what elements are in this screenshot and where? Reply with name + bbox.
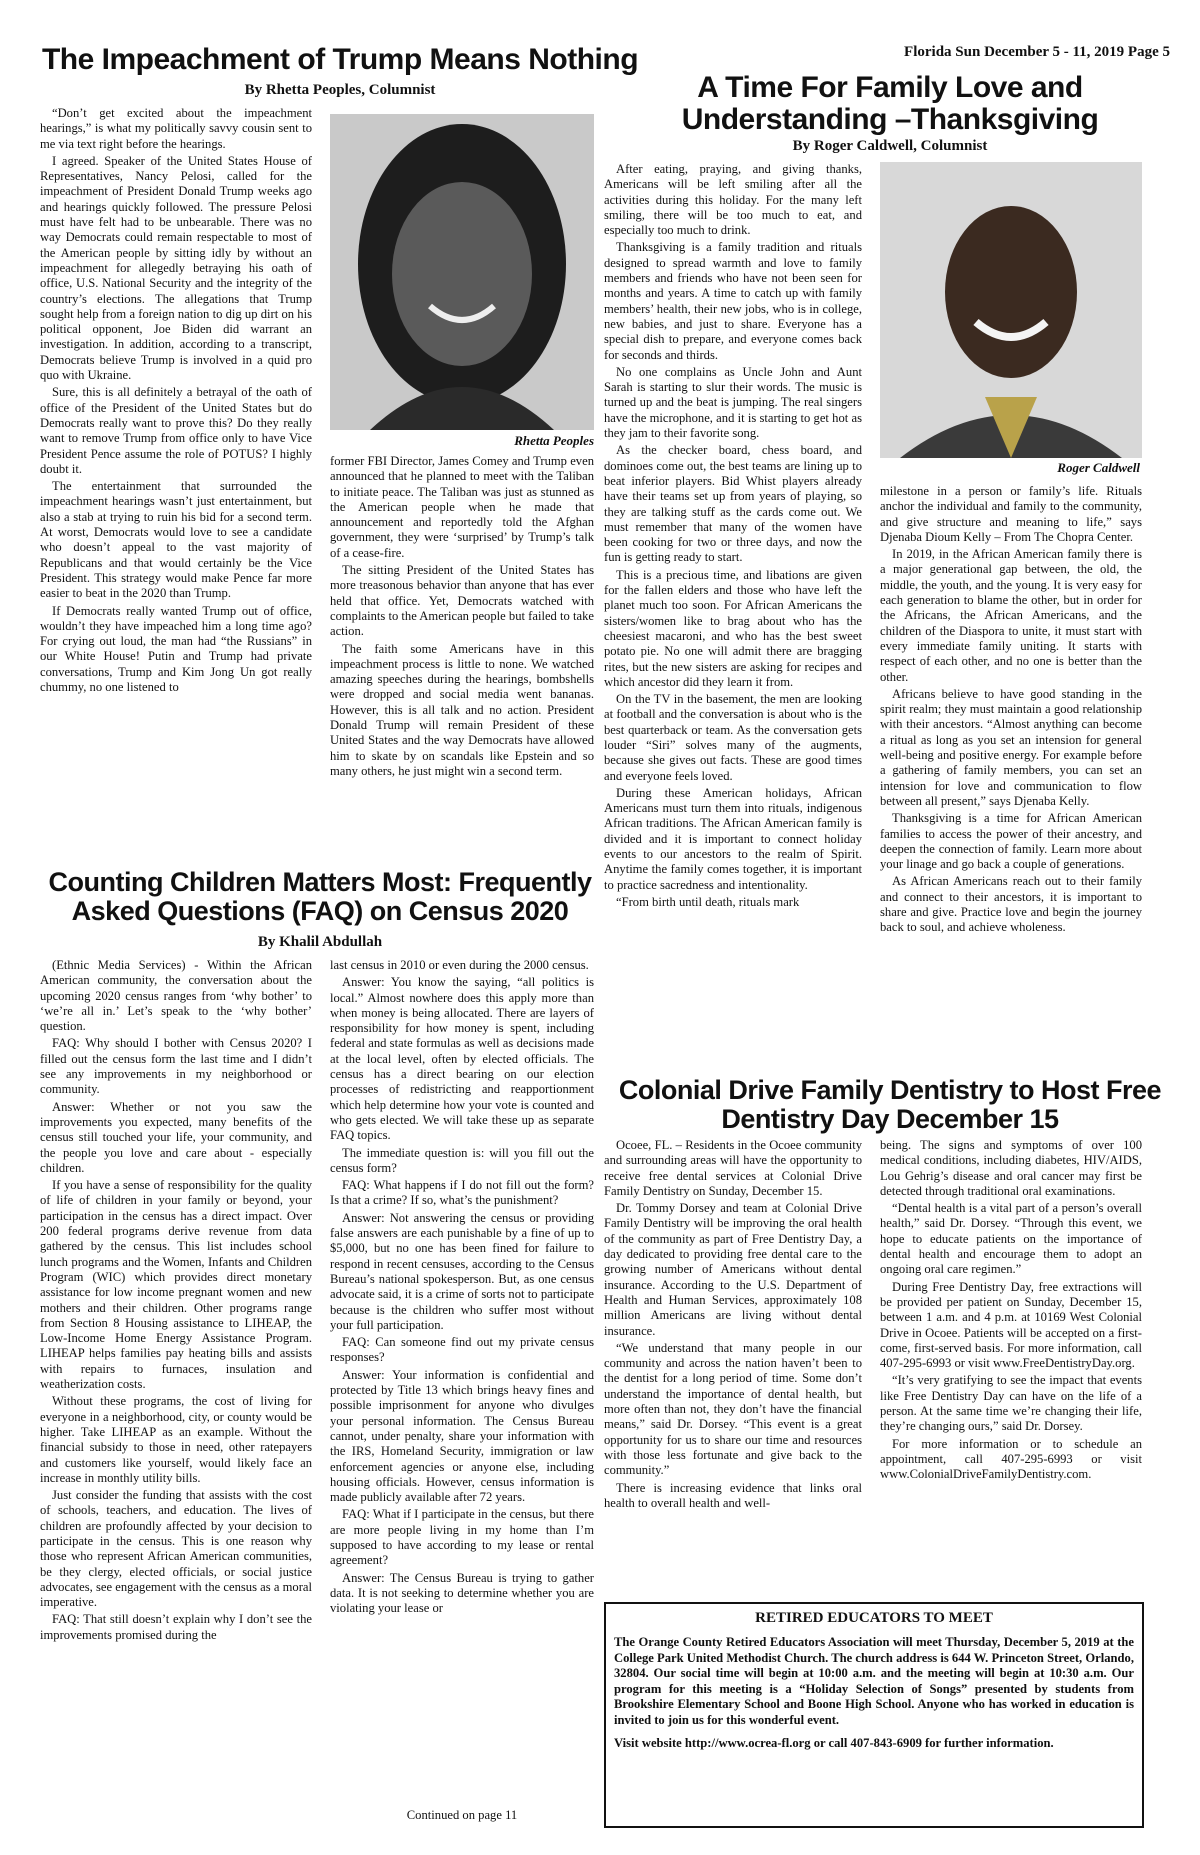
paragraph: The entertainment that surrounded the impeachment hearings wasn’t just entertainment, but also a stab at trying to ruin his bid for a second term. At worst, Democrats would love to see a candidate who doesn’t appeal to the vast majority of Republicans and that would certainly be the Vice President. This strategy would make Pence far more easier to beat in the 2020 than Trump. (40, 479, 312, 601)
paragraph: The sitting President of the United States has more treasonous behavior than anyone that has ever held that office. Yet, Democrats watched with complaints to the American people but failed to take action. (330, 563, 594, 639)
continued-on-page: Continued on page 11 (406, 1808, 518, 1822)
paragraph: On the TV in the basement, the men are looking at football and the conversation is about who is the best quarterback or team. As the conversation gets louder “Siri” solves many of the augments, because she gives out facts. These are good times and everyone feels loved. (604, 692, 862, 783)
census-headline: Counting Children Matters Most: Frequently Asked Questions (FAQ) on Census 2020 (48, 867, 592, 927)
paragraph: Answer: The Census Bureau is trying to gather data. It is not seeking to determine whether you are violating your lease or (330, 1570, 594, 1616)
paragraph: “From birth until death, rituals mark (616, 894, 800, 909)
paragraph: During these American holidays, African Americans must turn them into rituals, indigenous African traditions. The African American family is divided and it is important to connect holiday events to our ancestors to the realm of Spirit. Anytime the family comes together, it is important to practice sacredness and intentionality. (604, 785, 862, 892)
paragraph: Thanksgiving is a time for African American families to access the power of their ancestry, and deepen the connection of family. Learn more about your linage and go back a couple of generations. (880, 811, 1142, 872)
rhetta-peoples-photo (330, 114, 594, 430)
portrait-illustration (880, 162, 1142, 458)
thanksgiving-column-1 (604, 162, 862, 1070)
thanksgiving-column-2 (880, 484, 1142, 1068)
census-column-1 (40, 958, 312, 1824)
paragraph: “We understand that many people in our community and across the nation haven’t been to the dentist for a long period of time. Some don’t understand the importance of dental health, but more often than not, they don’t have the financial means,” said Dr. Dorsey. “This event is a great opportunity for us to share our time and resources with those less fortunate and give back to the community.” (604, 1340, 862, 1478)
paragraph: Answer: Not answering the census or providing false answers are each punishable by a fine of up to $5,000, but no one has been fined for failure to respond in recent censuses, according to the Census Bureau’s national spokesperson. But, as one census advocate said, it is a crime of sorts not to participate because is the children who suffer most without your full participation. (330, 1210, 594, 1332)
paragraph: Thanksgiving is a family tradition and rituals designed to spread warmth and love to family members and friends who have not been seen for months and years. A time to catch up with family members’ health, their new jobs, who is in college, new babies, and just to share. Everyone has a special dish to prepare, and everyone comes back for seconds and thirds. (604, 240, 862, 362)
paragraph: If you have a sense of responsibility for the quality of life of children in your family or beyond, your participation in the census has a direct impact. Over 200 federal programs derive revenue from data gathered by the census. This list includes school lunch programs and the Women, Infants and Children Program (WIC) which provides direct monetary assistance for low income pregnant women and new mothers and their children. Other programs range from Section 8 Housing assistance to LIHEAP, the Low-Income Home Energy Assistance Program. LIHEAP helps families pay heating bills and assists with repairs to furnaces, insulation and weatherization costs. (40, 1178, 312, 1392)
paragraph: For more information or to schedule an appointment, call 407-295-6993 or visit www.ColonialDriveFamilyDentistry.com. (880, 1436, 1142, 1482)
paragraph: Africans believe to have good standing in the spirit realm; they must maintain a good relationship with their ancestors. “Almost anything can become a ritual as long as you set an intension for general well-being and positive energy. For example before a gathering of family members, you can set an intension for love and communication to flow between all present,” says Djenaba Kelly. (880, 686, 1142, 808)
rhetta-peoples-caption: Rhetta Peoples (514, 433, 594, 448)
census-column-2 (330, 958, 594, 1804)
impeachment-column-2 (330, 454, 594, 864)
paragraph: Ocoee, FL. – Residents in the Ocoee community and surrounding areas will have the opportunity to receive free dental services at Colonial Drive Family Dentistry on Sunday, December 15. (604, 1138, 862, 1198)
impeachment-byline: By Rhetta Peoples, Columnist (244, 82, 436, 98)
paragraph: “Don’t get excited about the impeachment hearings,” is what my politically savvy cousin sent to me via text right before the hearings. (40, 106, 312, 151)
paragraph: milestone in a person or family’s life. Rituals anchor the individual and family to the community, and give structure and meaning to life,” says Djenaba Dioum Kelly – From The Chopra Center. (880, 484, 1142, 544)
paragraph: The faith some Americans have in this impeachment process is little to none. We watched amazing speeches during the hearings, bombshells were dropped and social media went bananas. However, this is all talk and no action. President Donald Trump will remain President of these United States and the way Democrats have allowed him to skate by on scandals like Epstein and so many others, he just might win a second term. (330, 641, 594, 778)
paragraph: No one complains as Uncle John and Aunt Sarah is starting to slur their words. The music is turned up and the beat is jumping. The real singers have the microphone, and it is starting to get hot as they jam to their favorite song. (604, 364, 862, 441)
paragraph: Without these programs, the cost of living for everyone in a neighborhood, city, or county would be higher. Take LIHEAP as an example. Without the financial subsidy to those in need, other ratepayers and customers like yourself, would likely face an increase in monthly utility bills. (40, 1394, 312, 1485)
paragraph: Answer: Your information is confidential and protected by Title 13 which brings heavy fines and possible imprisonment for anyone who divulges your personal information. The Census Bureau cannot, under penalty, share your information with the IRS, Homeland Security, immigration or law enforcement agencies or anyone else, including housing officials. However, census information is made publicly available after 72 years. (330, 1367, 594, 1505)
roger-caldwell-photo (880, 162, 1142, 458)
notice-website: Visit website http://www.ocrea-fl.org or call 407-843-6909 for further information. (614, 1736, 1054, 1750)
paragraph: Just consider the funding that assists with the cost of schools, teachers, and education. The lives of children are profoundly affected by your decision to participate in the census. This is one reason why those who represent African American communities, be they clergy, elected officials, or social justice advocates, see engagement with the census as a moral imperative. (40, 1488, 312, 1610)
paragraph: Answer: Whether or not you saw the improvements you expected, many benefits of the census still touched your life, your community, and the people you love and care about - especially children. (40, 1099, 312, 1175)
impeachment-headline: The Impeachment of Trump Means Nothing (41, 43, 639, 76)
notice-title: RETIRED EDUCATORS TO MEET (755, 1610, 993, 1626)
thanksgiving-headline: A Time For Family Love and Understanding –Thanksgiving (681, 71, 1099, 137)
paragraph: As African Americans reach out to their family and connect to their ancestors, it is important to share and give. Practice love and begin the journey back to soul, and achieve wholeness. (880, 874, 1142, 935)
paragraph: After eating, praying, and giving thanks, Americans will be left smiling after all the activities during this holiday. For the many left smiling, there will be too much to eat, and especially too much to drink. (604, 162, 862, 238)
dentistry-column-2 (880, 1138, 1142, 1596)
paragraph: FAQ: Can someone find out my private census responses? (330, 1335, 594, 1365)
thanksgiving-byline: By Roger Caldwell, Columnist (792, 138, 988, 154)
retired-educators-notice (604, 1602, 1144, 1828)
paragraph: FAQ: What if I participate in the census, but there are more people living in my home than I’m supposed to have according to my lease or rental agreement? (330, 1507, 594, 1568)
dentistry-column-1 (604, 1138, 862, 1596)
paragraph: Dr. Tommy Dorsey and team at Colonial Drive Family Dentistry will be improving the oral health of the community as part of Free Dentistry Day, a day dedicated to providing free dental care to the growing number of Americans without dental insurance. According to the U.S. Department of Health and Human Services, approximately 108 million Americans are living without dental insurance. (604, 1201, 862, 1338)
paragraph: This is a precious time, and libations are given for the fallen elders and those who have left the planet much too soon. For African Americans the sisters/women like to brag about who has the cheesiest macaroni, and who has the best sweet potato pie. No one will admit there are bragging rites, but the new sisters are asking for recipes and which ancestor did they learn it from. (604, 567, 862, 689)
paragraph: FAQ: Why should I bother with Census 2020? I filled out the census form the last time and I didn’t see any improvements in my neighborhood or community. (40, 1036, 312, 1097)
paragraph: There is increasing evidence that links oral health to overall health and well- (604, 1480, 862, 1510)
paragraph: In 2019, in the African American family there is a major generational gap between, the old, the middle, the youth, and the young. It is very easy for each generation to blame the other, but in order for the Africans, the African Americans, and the children of the Diaspora to unite, it must start with every immediate family uniting. It starts with respect of each other, and no one is better than the other. (880, 547, 1142, 684)
paragraph: FAQ: That still doesn’t explain why I don’t see the improvements promised during the (40, 1612, 312, 1642)
paragraph: As the checker board, chess board, and dominoes come out, the best teams are lining up to beat inferior players. Bid Whist players already have their teams set up from years of playing, so they are talking stuff as the cards come out. We must remember that many of the women have been cooking for two or three days, and now the fun is getting ready to start. (604, 443, 862, 565)
paragraph: former FBI Director, James Comey and Trump even announced that he planned to meet with the Taliban to initiate peace. The Taliban was just as stunned as the American people when he made that announcement and reportedly told the Afghan government, they were ‘surprised’ by Trump’s talk of a cease-fire. (330, 454, 594, 560)
paragraph: FAQ: What happens if I do not fill out the form? Is that a crime? If so, what’s the punishment? (330, 1178, 594, 1208)
page-folio: Florida Sun December 5 - 11, 2019 Page 5 (904, 44, 1170, 60)
dentistry-headline: Colonial Drive Family Dentistry to Host Free Dentistry Day December 15 (618, 1075, 1162, 1135)
paragraph: (Ethnic Media Services) - Within the African American community, the conversation about the upcoming 2020 census ranges from ‘why bother’ to ‘we’re all in.’ Let’s speak to the ‘why bother’ question. (40, 958, 312, 1034)
paragraph: last census in 2010 or even during the 2000 census. (330, 958, 589, 972)
impeachment-column-1 (40, 106, 312, 862)
paragraph: Answer: You know the saying, “all politics is local.” Almost nowhere does this apply more than when money is being allocated. There are layers of responsibility for how money is spent, including federal and state formulas as well as decisions made at the local level, often by elected officials. The census has a direct bearing on our election processes of redistricting and reapportionment which help determine how your vote is counted and who gets elected. We will take these up as separate FAQ topics. (330, 975, 594, 1143)
notice-body: The Orange County Retired Educators Association will meet Thursday, December 5, 2019 at the College Park United Methodist Church. The church address is 644 W. Princeton Street, Orlando, 32804. Our social time will begin at 10:00 a.m. and the meeting will begin at 10:30 a.m. Our program for this meeting is a “Holiday Selection of Songs” presented by students from Brookshire Elementary School and Boone High School. Anyone who has worked in education is invited to join us for this wonderful event. (614, 1635, 1134, 1727)
paragraph: During Free Dentistry Day, free extractions will be provided per patient on Sunday, December 15, between 1 a.m. and 4 p.m. at 10169 West Colonial Drive in Ocoee. Patients will be accepted on a first-come, first-served basis. For more information, call 407-295-6993 or visit www.FreeDentistryDay.org. (880, 1279, 1142, 1371)
roger-caldwell-caption: Roger Caldwell (1057, 460, 1140, 475)
paragraph: Sure, this is all definitely a betrayal of the oath of office of the President of the United States but do Democrats really want to prove this? Do they really want to remove Trump from office only to have Vice President Pence assume the role of POTUS? I highly doubt it. (40, 385, 312, 476)
portrait-illustration (330, 114, 594, 430)
paragraph: If Democrats really wanted Trump out of office, wouldn’t they have impeached him a long time ago? For crying out loud, the man had “the Russians” in our White House! Putin and Trump had private conversations, Trump and Kim Jong Un got really chummy, no one listened to (40, 603, 312, 694)
paragraph: “Dental health is a vital part of a person’s overall health,” said Dr. Dorsey. “Through this event, we hope to educate patients on the importance of dental health and encourage them to adopt an ongoing oral care regimen.” (880, 1201, 1142, 1277)
census-byline: By Khalil Abdullah (257, 934, 383, 950)
paragraph: “It’s very gratifying to see the impact that events like Free Dentistry Day can have on the life of a person. At the same time we’re changing their life, they’re changing ours,” said Dr. Dorsey. (880, 1373, 1142, 1434)
paragraph: being. The signs and symptoms of over 100 medical conditions, including diabetes, HIV/AIDS, Lou Gehrig’s disease and oral cancer may first be detected through traditional oral examinations. (880, 1138, 1142, 1198)
paragraph: The immediate question is: will you fill out the census form? (330, 1145, 594, 1175)
paragraph: I agreed. Speaker of the United States House of Representatives, Nancy Pelosi, called for the impeachment of President Donald Trump weeks ago and hearings quickly followed. The pressure Pelosi must have felt had to be unbearable. There was no way Democrats could remain respectable to most of the American people by sitting idly by without an impeachment for allegedly betraying his oath of office, U.S. National Security and the integrity of the country’s elections. The allegations that Trump sought help from a foreign nation to dig up dirt on his political opponent, Joe Biden did warrant an investigation. In addition, according to a transcript, Democrats believe Trump is involved in a quid pro quo with Ukraine. (40, 153, 312, 383)
